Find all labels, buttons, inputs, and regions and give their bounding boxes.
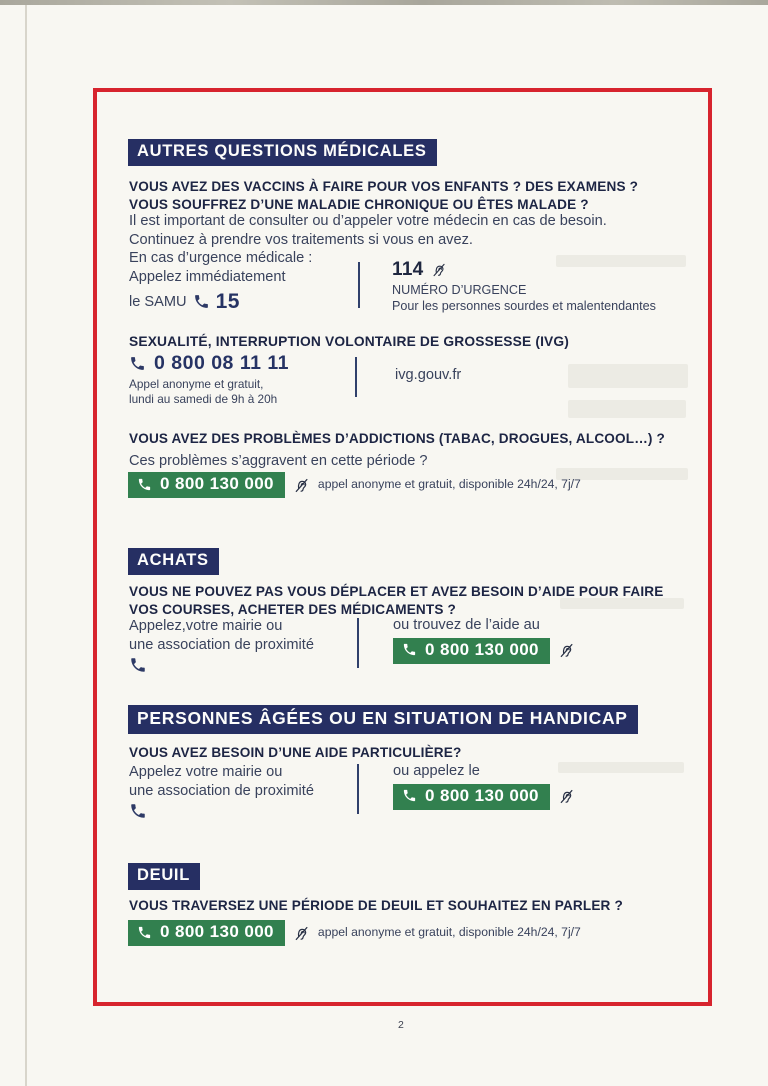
emergency-label: NUMÉRO D’URGENCE — [392, 283, 527, 297]
hotline-number: 0 800 130 000 — [425, 639, 539, 659]
medical-body-line2: Continuez à prendre vos traitements si vous en avez. — [129, 231, 473, 248]
ivg-note-line1: Appel anonyme et gratuit, — [129, 377, 264, 391]
achats-left-line2: une association de proximité — [129, 636, 314, 653]
medical-body-line1: Il est important de consulter ou d’appeler votre médecin en cas de besoin. — [129, 213, 607, 229]
emergency-sub: Pour les personnes sourdes et malentendantes — [392, 298, 656, 313]
medical-question-line1: VOUS AVEZ DES VACCINS À FAIRE POUR VOS ENFANTS ? DES EXAMENS ? — [129, 179, 639, 194]
medical-body-line3: En cas d’urgence médicale : — [129, 250, 313, 267]
hotline-note: appel anonyme et gratuit, disponible 24h/24, 7j/7 — [317, 925, 581, 940]
phone-icon — [129, 802, 147, 820]
samu-number: 15 — [215, 289, 240, 313]
hotline-badge — [393, 784, 550, 810]
aide-left-line2: une association de proximité — [129, 782, 314, 799]
hotline-badge — [393, 638, 550, 664]
aide-question: VOUS AVEZ BESOIN D’UNE AIDE PARTICULIÈRE? — [129, 745, 462, 760]
section-header-aide: PERSONNES ÂGÉES OU EN SITUATION DE HANDICAP — [128, 705, 638, 734]
phone-icon — [137, 925, 152, 940]
achats-question-line2: VOS COURSES, ACHETER DES MÉDICAMENTS ? — [129, 601, 456, 617]
phone-icon — [129, 355, 146, 372]
column-divider — [355, 357, 357, 397]
phone-icon — [402, 788, 417, 803]
ivg-note-line2: lundi au samedi de 9h à 20h — [129, 391, 278, 406]
phone-icon — [129, 656, 147, 674]
phone-icon — [137, 477, 152, 492]
column-divider — [357, 618, 359, 668]
ivg-website: ivg.gouv.fr — [395, 367, 462, 383]
hotline-note: appel anonyme et gratuit, disponible 24h/24, 7j/7 — [317, 477, 581, 492]
hotline-number: 0 800 130 000 — [160, 922, 274, 941]
aide-left-line1: Appelez votre mairie ou — [129, 764, 283, 780]
samu-line1: Appelez immédiatement — [129, 269, 286, 285]
hotline-badge — [128, 920, 285, 946]
scan-edge-band — [0, 0, 768, 5]
page-number: 2 — [398, 1019, 404, 1031]
achats-right-intro: ou trouvez de l’aide au — [393, 617, 540, 633]
ivg-title: SEXUALITÉ, INTERRUPTION VOLONTAIRE DE GROSSESSE (IVG) — [129, 334, 570, 349]
section-header-medical: AUTRES QUESTIONS MÉDICALES — [128, 139, 437, 166]
achats-question-line1: VOUS NE POUVEZ PAS VOUS DÉPLACER ET AVEZ BESOIN D’AIDE POUR FAIRE — [129, 584, 664, 599]
deaf-icon — [293, 477, 310, 494]
deaf-icon — [293, 925, 310, 942]
medical-question-line2: VOUS SOUFFREZ D’UNE MALADIE CHRONIQUE OU ÊTES MALADE ? — [129, 196, 589, 212]
achats-left-line1: Appelez,votre mairie ou — [129, 618, 283, 634]
deaf-icon — [558, 642, 575, 659]
addiction-question: VOUS AVEZ DES PROBLÈMES D’ADDICTIONS (TABAC, DROGUES, ALCOOL…) ? — [129, 431, 665, 446]
addiction-subtext: Ces problèmes s’aggravent en cette période ? — [129, 453, 428, 469]
emergency-number: 114 — [392, 259, 424, 280]
page-fold-line — [25, 5, 27, 1086]
hotline-number: 0 800 130 000 — [160, 474, 274, 493]
deaf-icon — [431, 262, 447, 278]
column-divider — [357, 764, 359, 814]
section-header-achats: ACHATS — [128, 548, 219, 575]
section-header-deuil: DEUIL — [128, 863, 200, 890]
deuil-question: VOUS TRAVERSEZ UNE PÉRIODE DE DEUIL ET SOUHAITEZ EN PARLER ? — [129, 898, 623, 913]
phone-icon — [193, 293, 210, 310]
hotline-badge — [128, 472, 285, 498]
column-divider — [358, 262, 360, 308]
deaf-icon — [558, 788, 575, 805]
aide-right-intro: ou appelez le — [393, 763, 480, 779]
samu-line2: le SAMU — [129, 293, 187, 310]
phone-icon — [402, 642, 417, 657]
ivg-phone-number: 0 800 08 11 11 — [154, 352, 289, 374]
hotline-number: 0 800 130 000 — [425, 785, 539, 805]
